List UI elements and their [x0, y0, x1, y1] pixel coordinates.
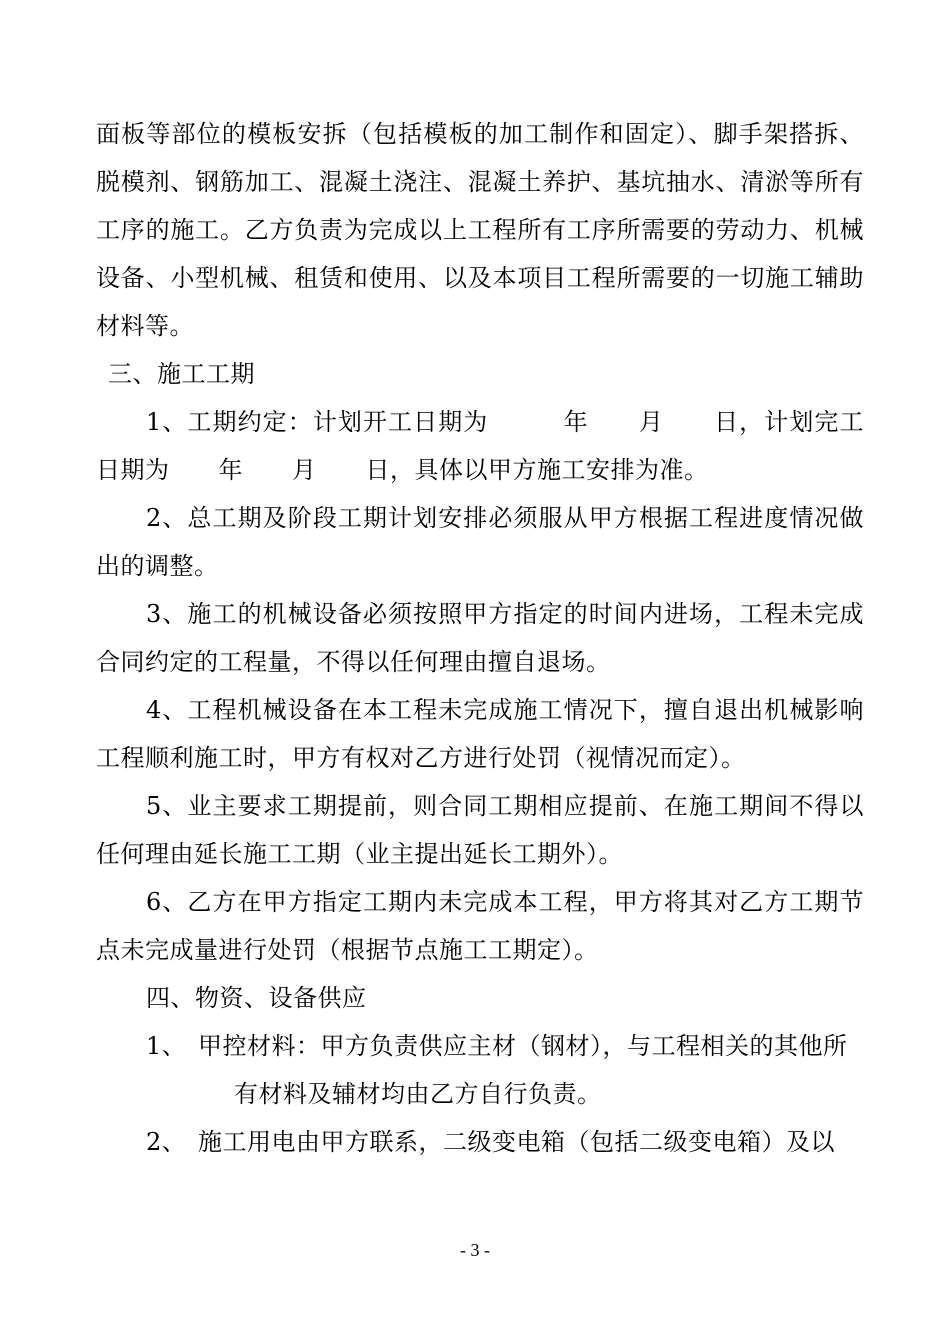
clause-schedule-4: 4、工程机械设备在本工程未完成施工情况下，擅自退出机械影响工程顺利施工时，甲方有权对乙方进行处罚（视情况而定）。	[96, 696, 864, 772]
list-item-continuation: 有材料及辅材均由乙方自行负责。	[234, 1080, 602, 1108]
paragraph-scope-continuation: 面板等部位的模板安拆（包括模板的加工制作和固定）、脚手架搭拆、脱模剂、钢筋加工、混凝土浇注、混凝土养护、基坑抽水、清淤等所有工序的施工。乙方负责为完成以上工程所有工序所需要的劳动力、机械设备、小型机械、租赁和使用、以及本项目工程所需要的一切施工辅助材料等。	[96, 120, 864, 340]
list-item-text: 甲控材料：甲方负责供应主材（钢材），与工程相关的其他所	[198, 1032, 848, 1060]
section-heading-schedule: 三、施工工期	[108, 360, 255, 388]
clause-schedule-5: 5、业主要求工期提前，则合同工期相应提前、在施工期间不得以任何理由延长施工工期（业主提出延长工期外）。	[96, 792, 864, 868]
list-item-text: 施工用电由甲方联系，二级变电箱（包括二级变电箱）及以	[198, 1128, 835, 1156]
clause-schedule-2: 2、总工期及阶段工期计划安排必须服从甲方根据工程进度情况做出的调整。	[96, 504, 864, 580]
list-number: 2、	[146, 1128, 187, 1156]
page-number: - 3 -	[460, 1240, 490, 1260]
clause-schedule-1: 1、工期约定：计划开工日期为 年 月 日，计划完工日期为 年 月 日，具体以甲方施工安排为准。	[96, 408, 864, 484]
list-number: 1、	[146, 1032, 187, 1060]
supply-list-item-1	[96, 1022, 864, 1070]
section-heading-supply: 四、物资、设备供应	[146, 984, 367, 1012]
clause-schedule-6: 6、乙方在甲方指定工期内未完成本工程，甲方将其对乙方工期节点未完成量进行处罚（根据节点施工工期定）。	[96, 888, 864, 964]
supply-list-item-2	[96, 1118, 864, 1166]
document-body	[96, 110, 864, 1166]
clause-schedule-3: 3、施工的机械设备必须按照甲方指定的时间内进场，工程未完成合同约定的工程量，不得以任何理由擅自退场。	[96, 600, 864, 676]
